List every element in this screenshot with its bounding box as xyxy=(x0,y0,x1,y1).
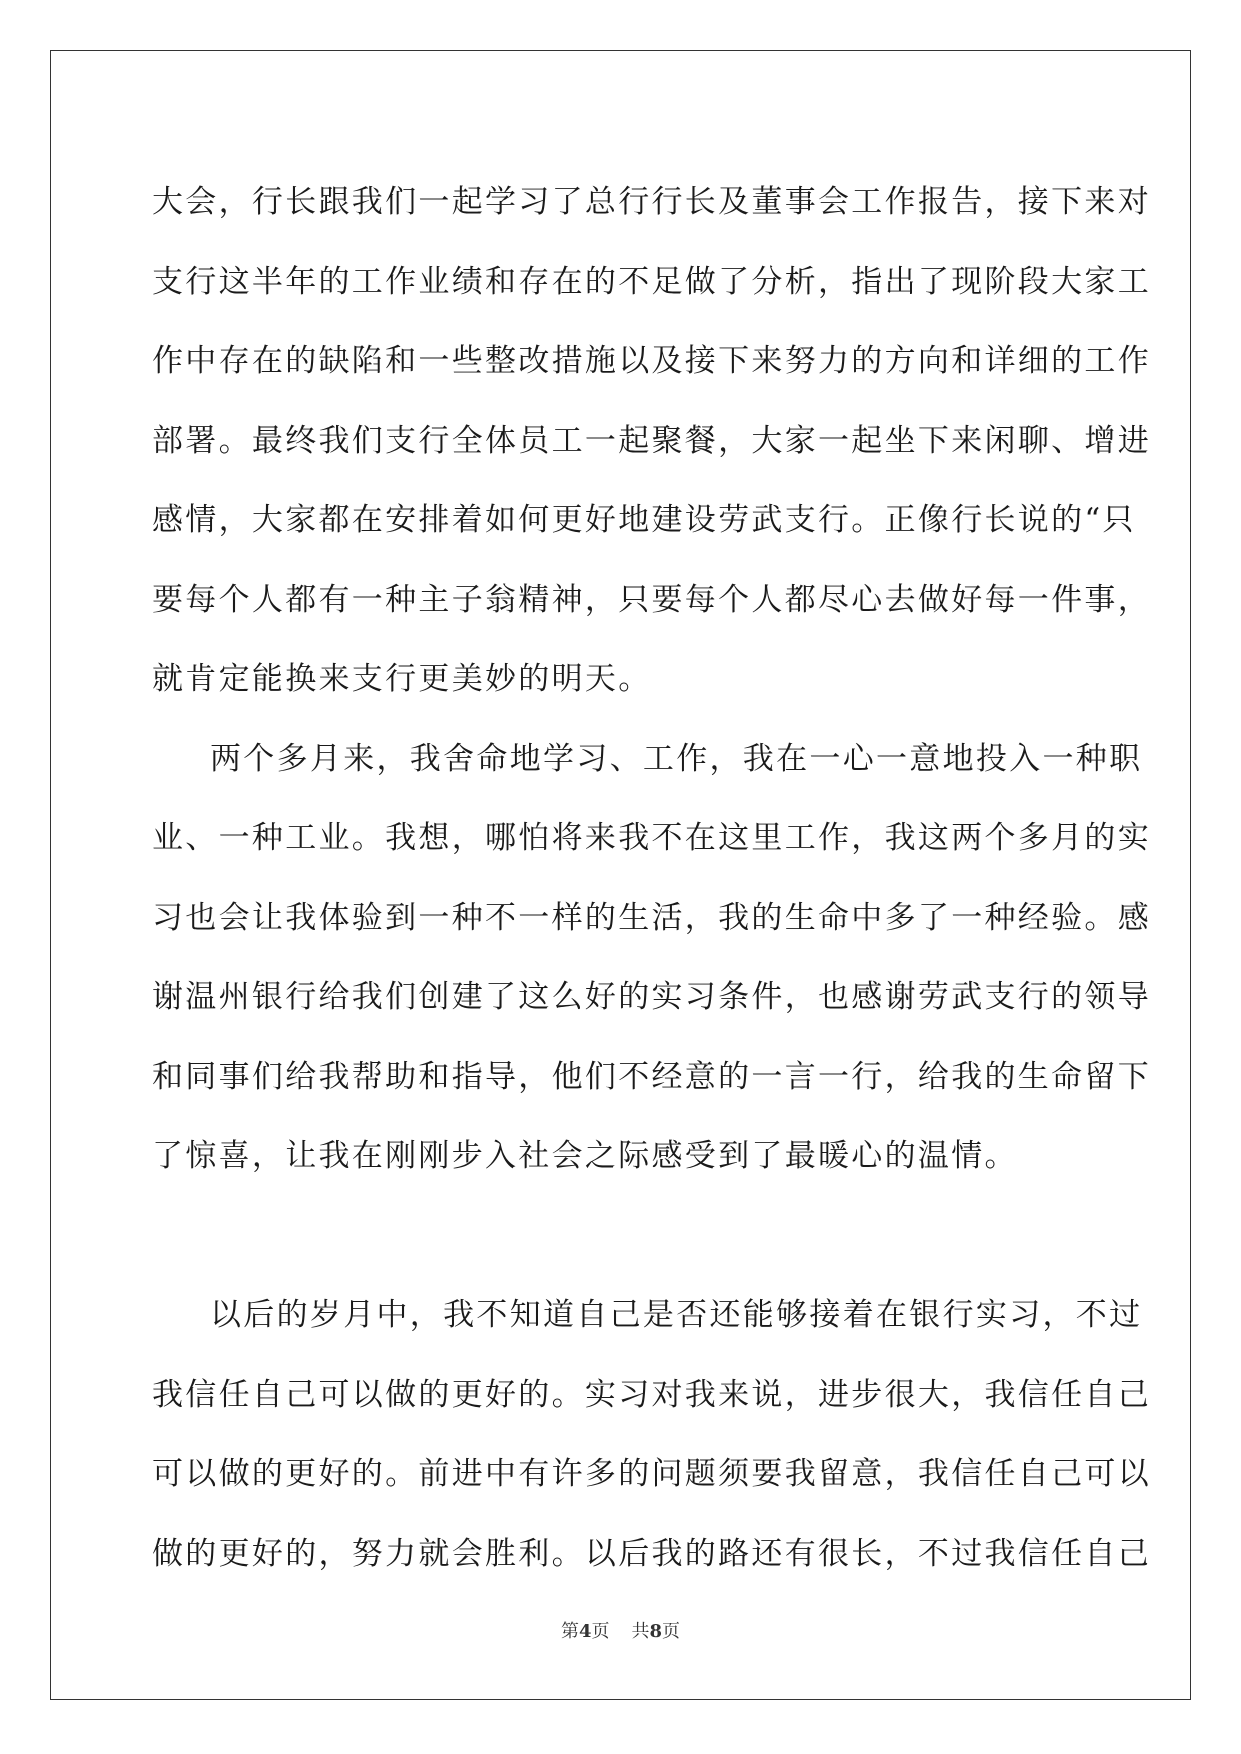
text-line: 了惊喜，让我在刚刚步入社会之际感受到了最暖心的温情。 xyxy=(152,1138,1018,1174)
page-prefix: 第 xyxy=(560,1621,579,1642)
text-line: 作中存在的缺陷和一些整改措施以及接下来努力的方向和详细的工作 xyxy=(152,343,1151,379)
text-line-indented: 以后的岁月中，我不知道自己是否还能够接着在银行实习，不过 xyxy=(210,1297,1143,1333)
text-line: 习也会让我体验到一种不一样的生活，我的生命中多了一种经验。感 xyxy=(152,899,1151,936)
total-prefix: 共 xyxy=(631,1621,650,1642)
text-line: 我信任自己可以做的更好的。实习对我来说，进步很大，我信任自己 xyxy=(152,1376,1151,1413)
text-line: 业、一种工业。我想，哪怕将来我不在这里工作，我这两个多月的实 xyxy=(152,820,1151,856)
text-line: 谢温州银行给我们创建了这么好的实习条件，也感谢劳武支行的领导 xyxy=(152,979,1151,1015)
text-line-indented: 两个多月来，我舍命地学习、工作，我在一心一意地投入一种职 xyxy=(210,740,1143,777)
text-line: 做的更好的，努力就会胜利。以后我的路还有很长，不过我信任自己 xyxy=(152,1535,1151,1572)
text-line: 就肯定能换来支行更美妙的明天。 xyxy=(152,661,652,697)
text-line: 要每个人都有一种主子翁精神，只要每个人都尽心去做好每一件事， xyxy=(152,581,1151,618)
text-line: 支行这半年的工作业绩和存在的不足做了分析，指出了现阶段大家工 xyxy=(152,263,1151,300)
paragraph-2 xyxy=(152,720,1151,1277)
paragraph-3 xyxy=(152,1276,1151,1594)
total-page-number: 8 xyxy=(649,1621,663,1642)
text-line: 感情，大家都在安排着如何更好地建设劳武支行。正像行长说的“只 xyxy=(152,502,1136,538)
text-line: 可以做的更好的。前进中有许多的问题须要我留意，我信任自己可以 xyxy=(152,1456,1151,1492)
page-footer xyxy=(0,1617,1241,1643)
page-unit: 页 xyxy=(591,1621,610,1642)
text-line: 部署。最终我们支行全体员工一起聚餐，大家一起坐下来闲聊、增进 xyxy=(152,422,1151,459)
text-line: 大会，行长跟我们一起学习了总行行长及董事会工作报告，接下来对 xyxy=(152,184,1151,220)
total-unit: 页 xyxy=(662,1621,681,1642)
text-line: 和同事们给我帮助和指导，他们不经意的一言一行，给我的生命留下 xyxy=(152,1058,1151,1095)
document-body xyxy=(152,163,1151,1594)
current-page-number: 4 xyxy=(578,1621,592,1642)
paragraph-1 xyxy=(152,163,1151,720)
text-line xyxy=(152,1197,1089,1277)
